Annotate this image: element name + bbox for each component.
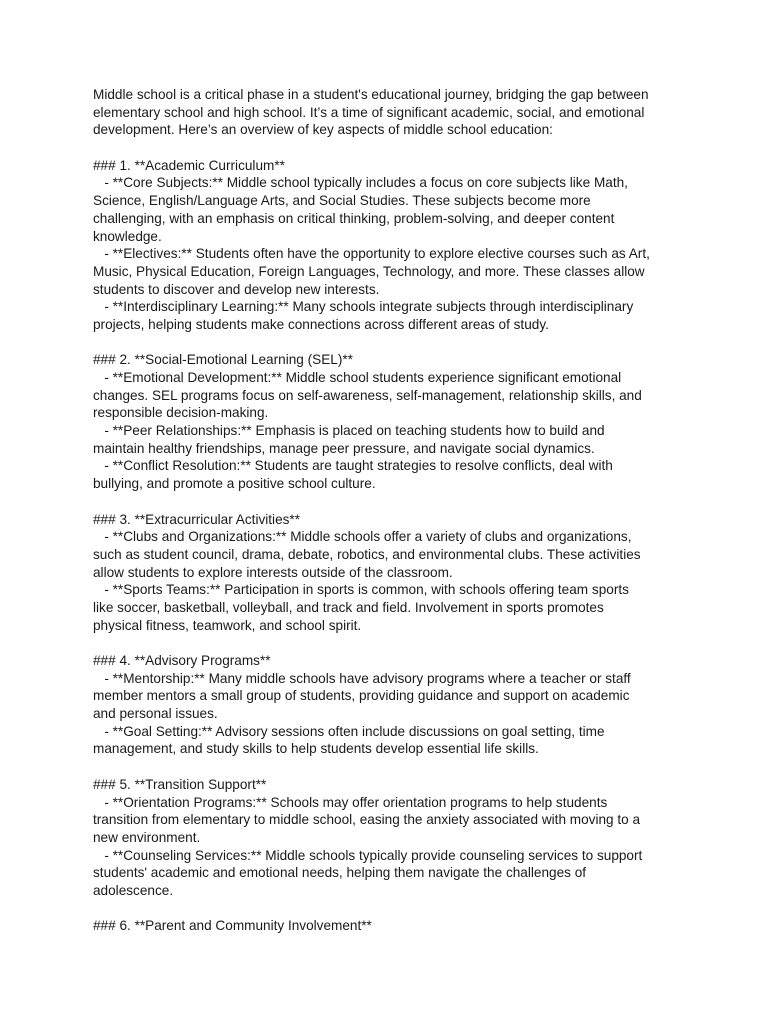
section-heading: ### 2. **Social-Emotional Learning (SEL)** (93, 352, 353, 368)
body-line: responsible decision-making. (93, 405, 269, 421)
intro-line: elementary school and high school. It’s a time of significant academic, social, and emotional (93, 104, 645, 120)
body-line: Science, English/Language Arts, and Social Studies. These subjects become more (93, 193, 591, 209)
body-line: - **Electives:** Students often have the opportunity to explore elective courses such as Art, (93, 246, 650, 262)
intro-line: development. Here’s an overview of key aspects of middle school education: (93, 122, 553, 138)
section-heading: ### 6. **Parent and Community Involvement** (93, 918, 372, 934)
document-page (93, 86, 683, 935)
body-line: bullying, and promote a positive school culture. (93, 476, 376, 492)
body-line: - **Counseling Services:** Middle schools typically provide counseling services to support (93, 847, 643, 863)
body-line: - **Emotional Development:** Middle school students experience significant emotional (93, 370, 622, 385)
section-parent-community-involvement (93, 917, 683, 935)
section-academic-curriculum (93, 157, 683, 334)
body-line: - **Conflict Resolution:** Students are taught strategies to resolve conflicts, deal with (93, 458, 613, 474)
body-line: knowledge. (93, 228, 162, 244)
body-line: students to discover and develop new interests. (93, 281, 380, 297)
section-extracurricular-activities (93, 511, 683, 635)
spacer (93, 634, 683, 652)
body-line: - **Interdisciplinary Learning:** Many schools integrate subjects through interdisciplinary (93, 299, 634, 315)
body-line: physical fitness, teamwork, and school spirit. (93, 617, 362, 633)
body-line: changes. SEL programs focus on self-awareness, self-management, relationship skills, and (93, 387, 642, 403)
section-heading: ### 5. **Transition Support** (93, 776, 267, 792)
body-line: - **Orientation Programs:** Schools may offer orientation programs to help students (93, 794, 608, 810)
body-line: new environment. (93, 829, 201, 845)
body-line: adolescence. (93, 882, 174, 898)
spacer (93, 758, 683, 776)
body-line: - **Goal Setting:** Advisory sessions often include discussions on goal setting, time (93, 723, 605, 739)
body-line: - **Clubs and Organizations:** Middle schools offer a variety of clubs and organizations, (93, 529, 632, 545)
spacer (93, 139, 683, 157)
body-line: allow students to explore interests outside of the classroom. (93, 564, 453, 580)
intro-line: Middle school is a critical phase in a student's educational journey, bridging the gap between (93, 87, 649, 102)
section-heading: ### 3. **Extracurricular Activities** (93, 511, 301, 527)
body-line: - **Sports Teams:** Participation in sports is common, with schools offering team sports (93, 582, 629, 598)
section-social-emotional-learning (93, 351, 683, 493)
body-line: such as student council, drama, debate, robotics, and environmental clubs. These activities (93, 546, 641, 562)
body-line: Music, Physical Education, Foreign Languages, Technology, and more. These classes allow (93, 263, 645, 279)
intro-paragraph (93, 86, 683, 139)
body-line: management, and study skills to help students develop essential life skills. (93, 741, 539, 757)
section-heading: ### 4. **Advisory Programs** (93, 653, 271, 668)
body-line: projects, helping students make connections across different areas of study. (93, 316, 549, 332)
body-line: transition from elementary to middle school, easing the anxiety associated with moving to a (93, 812, 641, 828)
body-line: challenging, with an emphasis on critical thinking, problem-solving, and deeper content (93, 210, 615, 226)
body-line: maintain healthy friendships, manage peer pressure, and navigate social dynamics. (93, 440, 595, 456)
section-transition-support (93, 776, 683, 900)
spacer (93, 334, 683, 352)
spacer (93, 493, 683, 511)
section-heading: ### 1. **Academic Curriculum** (93, 157, 285, 173)
body-line: like soccer, basketball, volleyball, and track and field. Involvement in sports promotes (93, 599, 604, 615)
section-advisory-programs (93, 652, 683, 758)
body-line: students' academic and emotional needs, helping them navigate the challenges of (93, 865, 587, 881)
body-line: - **Peer Relationships:** Emphasis is placed on teaching students how to build and (93, 423, 605, 439)
spacer (93, 900, 683, 918)
body-line: - **Mentorship:** Many middle schools have advisory programs where a teacher or staff (93, 670, 631, 686)
body-line: member mentors a small group of students, providing guidance and support on academic (93, 688, 630, 704)
body-line: - **Core Subjects:** Middle school typically includes a focus on core subjects like Math, (93, 175, 628, 191)
body-line: and personal issues. (93, 706, 218, 722)
